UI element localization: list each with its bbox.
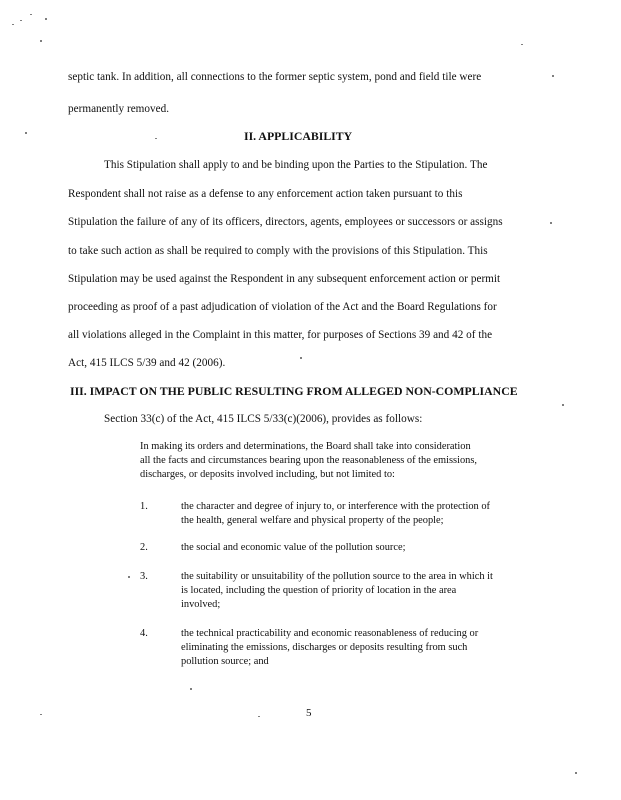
scan-speck: [521, 44, 523, 45]
factor-text-line: eliminating the emissions, discharges or deposits resulting from such: [181, 642, 468, 653]
body-text-line: Stipulation the failure of any of its officers, directors, agents, employees or successors or assigns: [68, 216, 503, 228]
scan-speck: [562, 404, 564, 406]
scan-speck: [155, 138, 157, 139]
body-text-line: Section 33(c) of the Act, 415 ILCS 5/33(c)(2006), provides as follows:: [104, 413, 423, 425]
body-text-line: This Stipulation shall apply to and be binding upon the Parties to the Stipulation. The: [104, 159, 488, 171]
factor-text-line: the social and economic value of the pollution source;: [181, 542, 406, 553]
body-text-line: proceeding as proof of a past adjudication of violation of the Act and the Board Regulations for: [68, 301, 497, 313]
scan-speck: [552, 75, 554, 77]
body-text-line: permanently removed.: [68, 103, 170, 115]
scan-speck: [575, 772, 577, 774]
body-text-line: Stipulation may be used against the Respondent in any subsequent enforcement action or permit: [68, 273, 501, 285]
statute-quote-line: In making its orders and determinations, the Board shall take into consideration: [140, 441, 471, 452]
factor-text-line: the technical practicability and economic reasonableness of reducing or: [181, 628, 479, 639]
factor-number: 2.: [140, 542, 148, 553]
section-heading-applicability: II. APPLICABILITY: [244, 129, 353, 143]
factor-text-line: the suitability or unsuitability of the pollution source to the area in which it: [181, 571, 493, 582]
body-text-line: Act, 415 ILCS 5/39 and 42 (2006).: [68, 357, 226, 369]
scan-speck: [40, 40, 42, 42]
body-text-line: septic tank. In addition, all connections to the former septic system, pond and field tile were: [68, 71, 482, 83]
factor-text-line: the character and degree of injury to, or interference with the protection of: [181, 501, 490, 512]
body-text-line: Respondent shall not raise as a defense to any enforcement action taken pursuant to this: [68, 188, 463, 200]
scan-speck: [258, 716, 260, 717]
scan-speck: [550, 222, 552, 224]
statute-quote-line: all the facts and circumstances bearing upon the reasonableness of the emissions,: [140, 455, 478, 466]
factor-number: 1.: [140, 501, 148, 512]
body-text-line: all violations alleged in the Complaint in this matter, for purposes of Sections 39 and 42 of the: [68, 329, 493, 341]
scan-speck: [190, 688, 192, 690]
scan-speck: [45, 18, 47, 20]
factor-number: 4.: [140, 628, 148, 639]
scan-speck: [12, 24, 14, 25]
scan-speck: [300, 357, 302, 359]
scan-speck: [40, 714, 42, 715]
statute-quote-line: discharges, or deposits involved including, but not limited to:: [140, 469, 395, 480]
scan-speck: [128, 576, 130, 578]
factor-number: 3.: [140, 571, 148, 582]
factor-text-line: pollution source; and: [181, 656, 269, 667]
body-text-line: to take such action as shall be required to comply with the provisions of this Stipulation. This: [68, 245, 488, 257]
factor-text-line: the health, general welfare and physical property of the people;: [181, 515, 444, 526]
scan-speck: [30, 14, 32, 15]
section-heading-impact: III. IMPACT ON THE PUBLIC RESULTING FROM ALLEGED NON-COMPLIANCE: [70, 384, 518, 398]
factor-text-line: is located, including the question of priority of location in the area: [181, 585, 457, 596]
page-number: 5: [306, 707, 312, 719]
scan-speck: [25, 132, 27, 134]
factor-text-line: involved;: [181, 599, 221, 610]
scan-speck: [20, 20, 22, 21]
